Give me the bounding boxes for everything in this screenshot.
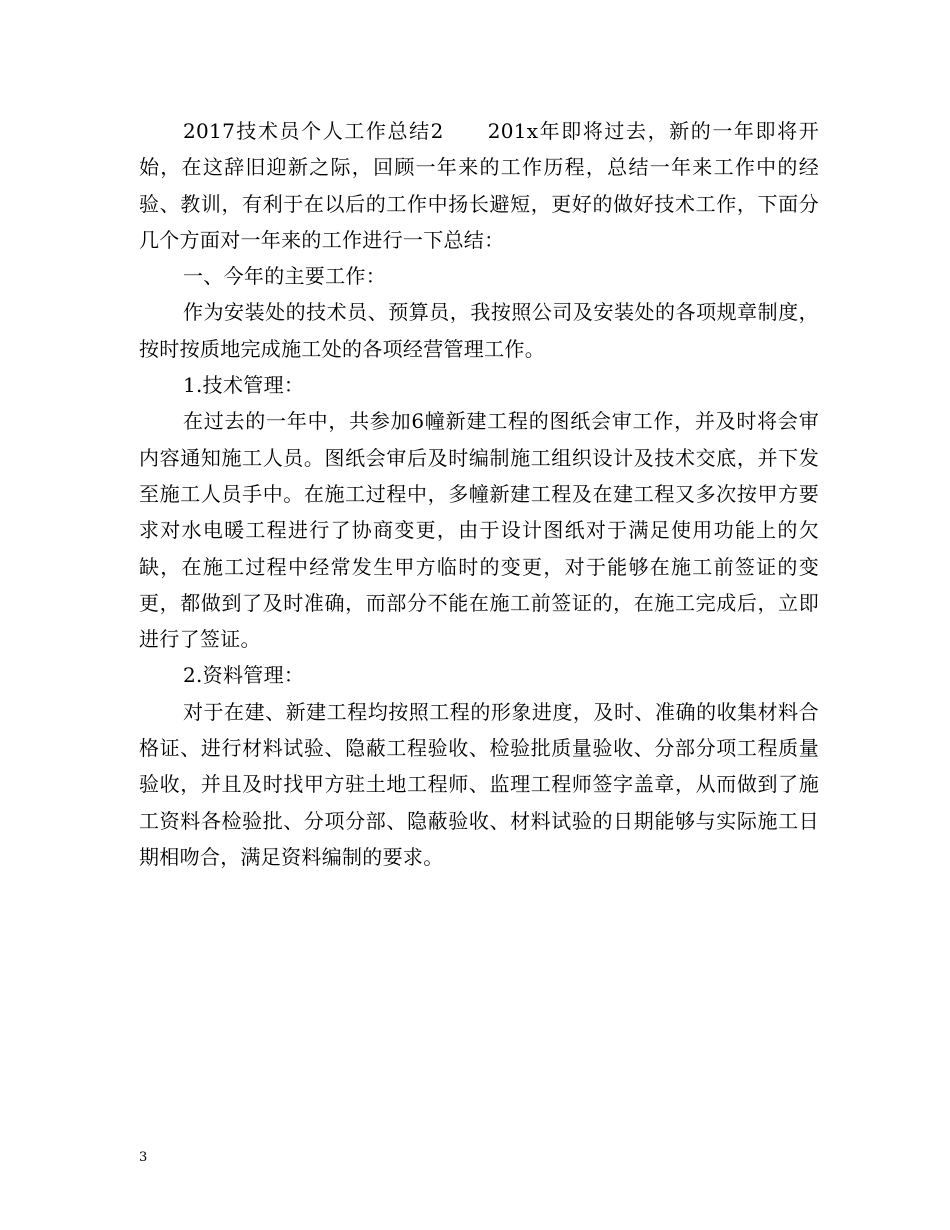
intro-paragraph [139, 113, 819, 258]
page-number: 3 [139, 1150, 148, 1165]
intro-text: 201x年即将过去，新的一年即将开始，在这辞旧迎新之际，回顾一年来的工作历程，总结一年来工作中的经验、教训，有利于在以后的工作中扬长避短，更好的做好技术工作，下面分几个方面对一年来的工作进行一下总结： [139, 119, 819, 252]
item1-title: 1.技术管理： [183, 373, 305, 398]
item1-body: 在过去的一年中，共参加6幢新建工程的图纸会审工作，并及时将会审内容通知施工人员。图纸会审后及时编制施工组织设计及技术交底，并下发至施工人员手中。在施工过程中，多幢新建工程及在建工程又多次按甲方要求对水电暖工程进行了协商变更，由于设计图纸对于满足使用功能上的欠缺，在施工过程中经常发生甲方临时的变更，对于能够在施工前签证的变更，都做到了及时准确，而部分不能在施工前签证的，在施工完成后，立即进行了签证。 [139, 409, 819, 652]
item2-title: 2.资料管理： [183, 663, 305, 688]
document-heading: 2017技术员个人工作总结2 [183, 119, 444, 143]
document-body [139, 113, 819, 875]
section1-body: 作为安装处的技术员、预算员，我按照公司及安装处的各项规章制度，按时按质地完成施工处的各项经营管理工作。 [139, 300, 819, 361]
section1-title: 一、今年的主要工作： [183, 264, 386, 289]
item2-body: 对于在建、新建工程均按照工程的形象进度，及时、准确的收集材料合格证、进行材料试验、隐蔽工程验收、检验批质量验收、分部分项工程质量验收，并且及时找甲方驻土地工程师、监理工程师签字盖章，从而做到了施工资料各检验批、分项分部、隐蔽验收、材料试验的日期能够与实际施工日期相吻合，满足资料编制的要求。 [139, 699, 819, 869]
